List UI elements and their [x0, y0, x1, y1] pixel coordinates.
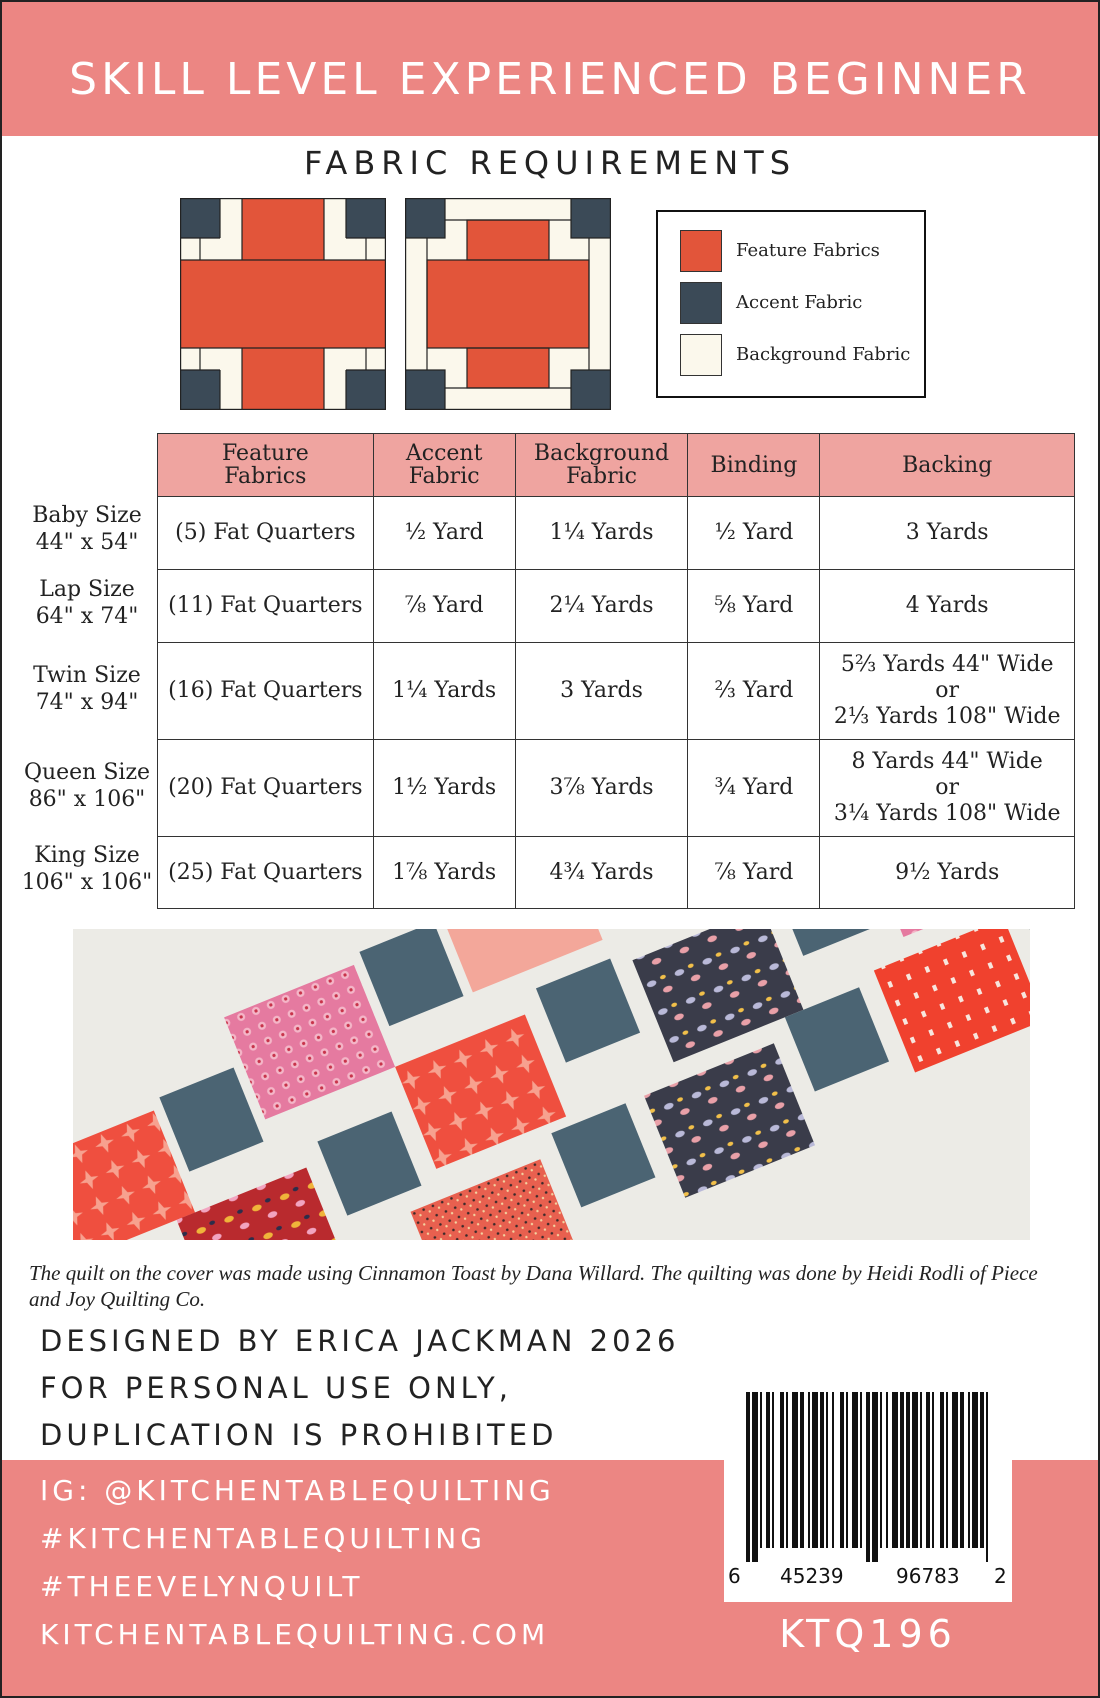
col-header-binding: Binding — [688, 434, 820, 497]
barcode-bar — [826, 1392, 828, 1548]
fabric-requirements-title: FABRIC REQUIREMENTS — [303, 144, 797, 182]
barcode-bar — [900, 1392, 904, 1548]
block-diagram-b — [405, 198, 611, 410]
barcode-bar — [952, 1392, 958, 1548]
legend-label: Feature Fabrics — [736, 240, 880, 261]
barcode-bar — [926, 1392, 930, 1548]
accent-swatch — [680, 282, 722, 324]
barcode-bar — [860, 1392, 862, 1548]
cell-backing: 5⅔ Yards 44" Wide or 2⅓ Yards 108" Wide — [820, 643, 1075, 740]
cell-background: 2¼ Yards — [515, 570, 688, 643]
cell-backing: 9½ Yards — [820, 837, 1075, 909]
cell-background: 1¼ Yards — [515, 497, 688, 570]
skill-level-banner — [2, 2, 1098, 136]
block-diagram-a — [180, 198, 386, 410]
fabric-legend — [656, 210, 926, 398]
cell-accent: ⅞ Yard — [373, 570, 515, 643]
barcode — [724, 1392, 1012, 1602]
barcode-bar — [886, 1392, 888, 1548]
cell-binding: ⅔ Yard — [688, 643, 820, 740]
barcode-bar — [746, 1392, 750, 1562]
barcode-bar — [792, 1392, 798, 1548]
barcode-bar — [940, 1392, 944, 1548]
barcode-bar — [892, 1392, 898, 1548]
barcode-lead-digit: 6 — [728, 1564, 741, 1588]
quilt-photo — [73, 929, 1030, 1240]
barcode-bar — [932, 1392, 934, 1548]
size-name: Twin Size — [33, 663, 141, 688]
barcode-bars — [724, 1392, 1012, 1562]
cell-backing: 3 Yards — [820, 497, 1075, 570]
size-dims: 106" x 106" — [21, 870, 153, 895]
cell-binding: ⅞ Yard — [688, 837, 820, 909]
cell-accent: 1½ Yards — [373, 740, 515, 837]
size-dims: 64" x 74" — [35, 604, 139, 629]
cell-background: 3⅞ Yards — [515, 740, 688, 837]
cell-binding: ½ Yard — [688, 497, 820, 570]
barcode-left-group: 45239 — [780, 1564, 844, 1588]
size-name: King Size — [34, 843, 140, 868]
barcode-bar — [752, 1392, 758, 1562]
col-header-accent: Accent Fabric — [373, 434, 515, 497]
table-row — [158, 643, 1075, 740]
size-name: Queen Size — [23, 760, 151, 785]
legend-label: Accent Fabric — [736, 292, 863, 313]
barcode-bar — [772, 1392, 774, 1548]
barcode-bar — [946, 1392, 948, 1548]
barcode-bar — [972, 1392, 978, 1548]
cell-backing: 4 Yards — [820, 570, 1075, 643]
cell-feature: (25) Fat Quarters — [158, 837, 374, 909]
size-name: Baby Size — [32, 503, 142, 528]
cell-accent: 1¼ Yards — [373, 643, 515, 740]
size-name: Lap Size — [39, 577, 135, 602]
table-row — [158, 570, 1075, 643]
instagram-handle: IG: @KITCHENTABLEQUILTING — [40, 1474, 555, 1507]
size-dims: 74" x 94" — [35, 690, 139, 715]
duplication-notice: DUPLICATION IS PROHIBITED — [40, 1418, 558, 1452]
cell-binding: ¾ Yard — [688, 740, 820, 837]
background-swatch — [680, 334, 722, 376]
feature-swatch — [680, 230, 722, 272]
barcode-bar — [808, 1392, 810, 1548]
quilt-photo-illustration — [73, 929, 1030, 1240]
barcode-bar — [980, 1392, 984, 1548]
row-label-king — [2, 842, 172, 896]
fabric-requirements-table — [157, 433, 1075, 909]
barcode-bar — [800, 1392, 804, 1548]
barcode-bar — [906, 1392, 910, 1548]
cell-feature: (16) Fat Quarters — [158, 643, 374, 740]
barcode-bar — [812, 1392, 818, 1548]
cell-accent: 1⅞ Yards — [373, 837, 515, 909]
barcode-bar — [986, 1392, 988, 1562]
cell-feature: (5) Fat Quarters — [158, 497, 374, 570]
col-header-background: Background Fabric — [515, 434, 688, 497]
table-row — [158, 740, 1075, 837]
table-row — [158, 837, 1075, 909]
table-row — [158, 497, 1075, 570]
barcode-bar — [968, 1392, 970, 1548]
row-label-queen — [2, 759, 172, 813]
barcode-bar — [820, 1392, 824, 1548]
barcode-bar — [786, 1392, 788, 1548]
barcode-bar — [920, 1392, 922, 1548]
barcode-bar — [766, 1392, 770, 1548]
cell-backing: 8 Yards 44" Wide or 3¼ Yards 108" Wide — [820, 740, 1075, 837]
barcode-bar — [872, 1392, 878, 1562]
barcode-bar — [912, 1392, 918, 1548]
cell-feature: (20) Fat Quarters — [158, 740, 374, 837]
personal-use-notice: FOR PERSONAL USE ONLY, — [40, 1371, 512, 1405]
cell-feature: (11) Fat Quarters — [158, 570, 374, 643]
website-link: KITCHENTABLEQUILTING.COM — [40, 1618, 550, 1651]
hashtag-pattern: #THEEVELYNQUILT — [40, 1570, 364, 1603]
barcode-right-group: 96783 — [896, 1564, 960, 1588]
size-dims: 44" x 54" — [35, 530, 139, 555]
barcode-check-digit: 2 — [994, 1564, 1007, 1588]
cell-accent: ½ Yard — [373, 497, 515, 570]
cell-binding: ⅝ Yard — [688, 570, 820, 643]
barcode-bar — [832, 1392, 834, 1548]
barcode-bar — [852, 1392, 858, 1548]
barcode-bar — [780, 1392, 784, 1548]
barcode-bar — [846, 1392, 848, 1548]
quilt-caption: The quilt on the cover was made using Cinnamon Toast by Dana Willard. The quilting was done by Heidi Rodli of Piece and Joy Quilting Co. — [29, 1261, 1038, 1311]
barcode-bar — [960, 1392, 964, 1548]
designer-credit: DESIGNED BY ERICA JACKMAN 2026 — [40, 1324, 680, 1358]
legend-label: Background Fabric — [736, 344, 911, 365]
barcode-bar — [866, 1392, 870, 1562]
col-header-feature: Feature Fabrics — [158, 434, 374, 497]
row-label-baby — [2, 502, 172, 556]
row-label-lap — [2, 576, 172, 630]
col-header-backing: Backing — [820, 434, 1075, 497]
table-header-row — [158, 434, 1075, 497]
product-sku: KTQ196 — [779, 1612, 957, 1656]
size-dims: 86" x 106" — [28, 787, 146, 812]
barcode-bar — [880, 1392, 882, 1548]
cell-background: 4¾ Yards — [515, 837, 688, 909]
skill-level-text: SKILL LEVEL EXPERIENCED BEGINNER — [69, 54, 1031, 105]
cell-background: 3 Yards — [515, 643, 688, 740]
hashtag-brand: #KITCHENTABLEQUILTING — [40, 1522, 486, 1555]
barcode-bar — [760, 1392, 762, 1548]
row-label-twin — [2, 662, 172, 716]
barcode-bar — [840, 1392, 844, 1548]
